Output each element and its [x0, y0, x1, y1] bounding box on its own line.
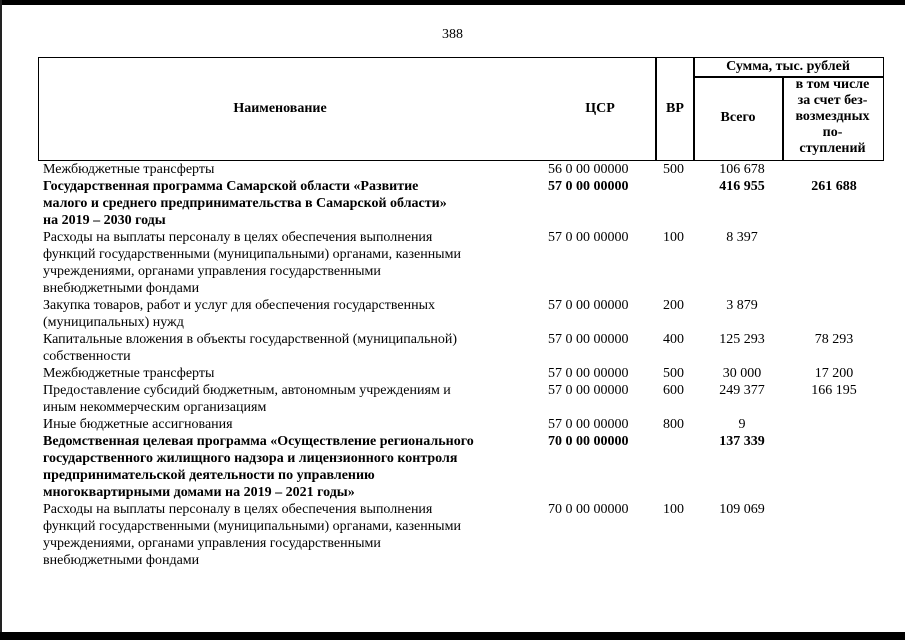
table-row: [0, 297, 905, 331]
header-grant-line: возмездных: [795, 109, 870, 124]
row-name: [43, 178, 533, 229]
row-total: 9: [738, 417, 746, 432]
header-grant-line: в том числе: [795, 77, 870, 92]
row-name-line: многоквартирными домами на 2019 – 2021 годы»: [43, 485, 355, 500]
row-total: 109 069: [719, 502, 765, 517]
row-total: 106 678: [719, 162, 765, 177]
table-row: [0, 161, 905, 178]
row-csr: 57 0 00 00000: [548, 332, 629, 347]
page-number: 388: [442, 27, 463, 42]
table-row: [0, 501, 905, 569]
row-name-line: учреждениями, органами управления государственными: [43, 536, 381, 551]
row-name: [43, 416, 533, 433]
row-name: [43, 229, 533, 297]
row-csr: 57 0 00 00000: [548, 383, 629, 398]
row-name-line: Расходы на выплаты персоналу в целях обеспечения выполнения: [43, 502, 433, 517]
row-name-line: учреждениями, органами управления государственными: [43, 264, 381, 279]
row-name-line: Иные бюджетные ассигнования: [43, 417, 233, 432]
row-vr: 800: [663, 417, 684, 432]
row-grant: 17 200: [814, 366, 854, 381]
header-grant-line: ступлений: [799, 141, 866, 156]
row-vr: 600: [663, 383, 684, 398]
row-vr: 100: [663, 502, 684, 517]
bottom-border: [0, 632, 905, 640]
row-vr: 100: [663, 230, 684, 245]
row-csr: 56 0 00 00000: [548, 162, 629, 177]
header-sum: Сумма, тыс. рублей: [726, 59, 850, 74]
header-total: Всего: [720, 110, 756, 125]
row-name: [43, 331, 533, 365]
table-row: [0, 178, 905, 229]
row-csr: 57 0 00 00000: [548, 298, 629, 313]
row-name-line: функций государственными (муниципальными) органами, казенными: [43, 519, 461, 534]
row-csr: 70 0 00 00000: [548, 502, 629, 517]
row-total: 416 955: [719, 179, 765, 194]
row-name-line: Ведомственная целевая программа «Осуществление регионального: [43, 434, 474, 449]
row-total: 137 339: [719, 434, 765, 449]
header-grant-line: по-: [822, 125, 843, 140]
top-border: [0, 0, 905, 5]
row-name-line: государственного жилищного надзора и лицензионного контроля: [43, 451, 458, 466]
row-grant: 78 293: [814, 332, 854, 347]
row-name: [43, 161, 533, 178]
row-csr: 57 0 00 00000: [548, 366, 629, 381]
row-name-line: внебюджетными фондами: [43, 281, 200, 296]
row-name: [43, 501, 533, 569]
header-name: Наименование: [233, 101, 327, 116]
row-name-line: Межбюджетные трансферты: [43, 366, 215, 381]
row-vr: 400: [663, 332, 684, 347]
row-name-line: Межбюджетные трансферты: [43, 162, 215, 177]
row-name-line: малого и среднего предпринимательства в Самарской области»: [43, 196, 447, 211]
row-name-line: предпринимательской деятельности по управлению: [43, 468, 375, 483]
row-name-line: Закупка товаров, работ и услуг для обеспечения государственных: [43, 298, 436, 313]
row-total: 8 397: [726, 230, 758, 245]
row-vr: 500: [663, 162, 684, 177]
row-name: [43, 297, 533, 331]
table-row: [0, 229, 905, 297]
table-row: [0, 433, 905, 501]
table-row: [0, 382, 905, 416]
row-total: 125 293: [719, 332, 765, 347]
row-name-line: функций государственными (муниципальными) органами, казенными: [43, 247, 461, 262]
row-name-line: Государственная программа Самарской области «Развитие: [43, 179, 419, 194]
row-vr: 500: [663, 366, 684, 381]
row-csr: 70 0 00 00000: [548, 434, 629, 449]
row-name-line: Предоставление субсидий бюджетным, автономным учреждениям и: [43, 383, 451, 398]
row-name-line: на 2019 – 2030 годы: [43, 213, 166, 228]
row-name: [43, 433, 533, 501]
row-grant: 166 195: [811, 383, 857, 398]
row-name-line: Капитальные вложения в объекты государственной (муниципальной): [43, 332, 458, 347]
table-row: [0, 331, 905, 365]
header-grant: [782, 77, 883, 157]
row-name-line: иным некоммерческим организациям: [43, 400, 267, 415]
row-name-line: Расходы на выплаты персоналу в целях обеспечения выполнения: [43, 230, 433, 245]
header-vr: ВР: [666, 101, 684, 116]
header-grant-line: за счет без-: [797, 93, 868, 108]
row-csr: 57 0 00 00000: [548, 179, 629, 194]
row-name-line: собственности: [43, 349, 131, 364]
row-total: 30 000: [722, 366, 762, 381]
table-row: [0, 416, 905, 433]
row-name-line: (муниципальных) нужд: [43, 315, 184, 330]
row-csr: 57 0 00 00000: [548, 230, 629, 245]
row-grant: 261 688: [811, 179, 857, 194]
row-name-line: внебюджетными фондами: [43, 553, 200, 568]
row-total: 249 377: [719, 383, 765, 398]
header-csr: ЦСР: [585, 101, 615, 116]
table-row: [0, 365, 905, 382]
row-name: [43, 365, 533, 382]
row-csr: 57 0 00 00000: [548, 417, 629, 432]
row-total: 3 879: [726, 298, 758, 313]
row-name: [43, 382, 533, 416]
row-vr: 200: [663, 298, 684, 313]
